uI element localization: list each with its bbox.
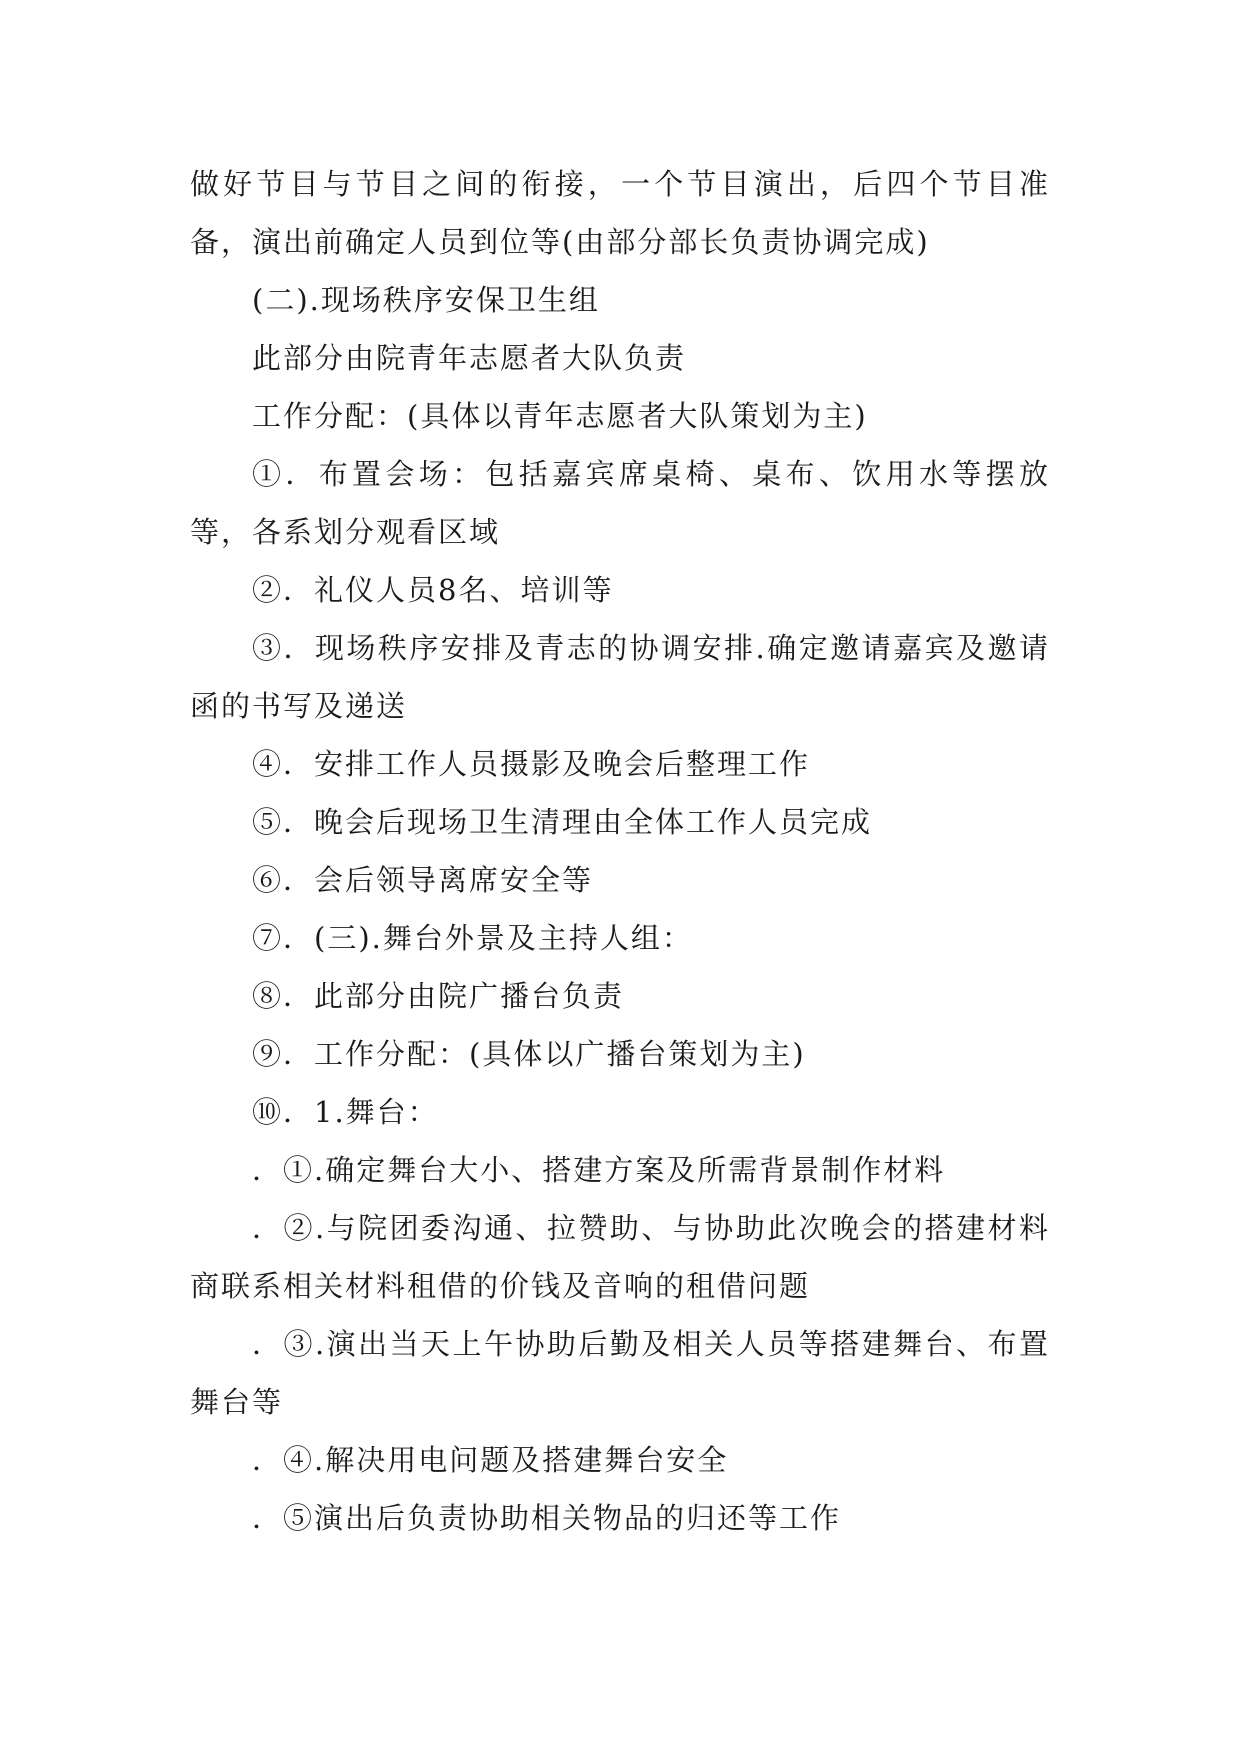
document-body (190, 155, 1050, 1547)
list-item: ⑩．1.舞台： (252, 1095, 439, 1129)
list-item: ①．布置会场：包括嘉宾席桌椅、桌布、饮用水等摆放等，各系划分观看区域 (190, 457, 1050, 549)
sub-list-item: ．①.确定舞台大小、搭建方案及所需背景制作材料 (252, 1153, 946, 1187)
list-item: ⑤．晚会后现场卫生清理由全体工作人员完成 (252, 805, 873, 839)
sub-list-item: ．③.演出当天上午协助后勤及相关人员等搭建舞台、布置舞台等 (190, 1327, 1050, 1419)
paragraph-intro: 做好节目与节目之间的衔接，一个节目演出，后四个节目准备，演出前确定人员到位等(由部分部长负责协调完成) (190, 167, 1050, 259)
paragraph-assignment: 工作分配：(具体以青年志愿者大队策划为主) (252, 399, 868, 433)
list-item: ④．安排工作人员摄影及晚会后整理工作 (252, 747, 811, 781)
paragraph-responsible: 此部分由院青年志愿者大队负责 (252, 341, 687, 375)
list-item: ②．礼仪人员8名、培训等 (252, 573, 614, 607)
list-item: ⑥．会后领导离席安全等 (252, 863, 594, 897)
section-heading-security: (二).现场秩序安保卫生组 (252, 283, 600, 317)
list-item: ③．现场秩序安排及青志的协调安排.确定邀请嘉宾及邀请函的书写及递送 (190, 631, 1050, 723)
list-item: ⑨．工作分配：(具体以广播台策划为主) (252, 1037, 806, 1071)
sub-list-item: ．②.与院团委沟通、拉赞助、与协助此次晚会的搭建材料商联系相关材料租借的价钱及音响的租借问题 (190, 1211, 1050, 1303)
sub-list-item: ．⑤演出后负责协助相关物品的归还等工作 (252, 1501, 842, 1535)
list-item: ⑧．此部分由院广播台负责 (252, 979, 625, 1013)
list-item: ⑦．(三).舞台外景及主持人组： (252, 921, 693, 955)
sub-list-item: ．④.解决用电问题及搭建舞台安全 (252, 1443, 729, 1477)
